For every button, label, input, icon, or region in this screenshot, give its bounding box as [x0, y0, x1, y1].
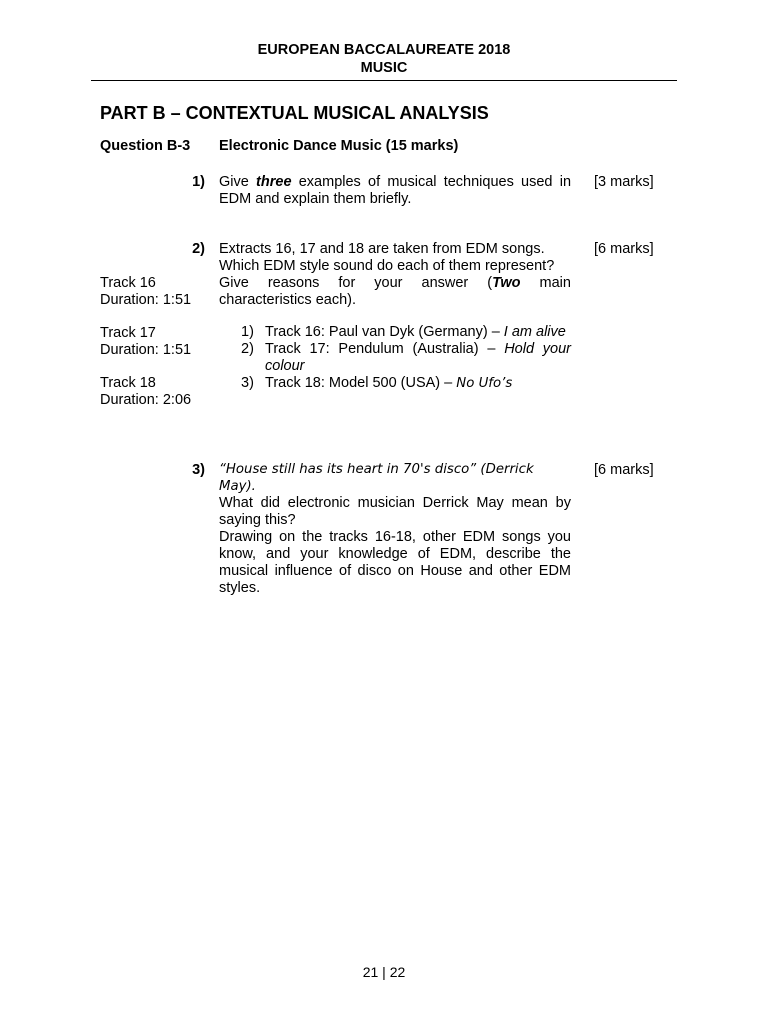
- list-item: 1) Track 16: Paul van Dyk (Germany) – I am alive: [241, 324, 566, 340]
- q2-answer-list: [219, 324, 571, 392]
- track-label: Track 16: [100, 275, 156, 291]
- q3-marks: [6 marks]: [594, 462, 654, 478]
- q3-quote: “House still has its heart in 70's disco” (Derrick May).: [219, 462, 534, 494]
- list-item: 2) Track 17: Pendulum (Australia) – Hold your colour: [241, 341, 571, 374]
- q3-text: What did electronic musician Derrick May mean by saying this? Drawing on the tracks 16-18, other EDM songs you know, and your knowledge of EDM, describe the musical influence of disco on House and other EDM styles.: [219, 495, 571, 596]
- q2-number: 2): [192, 241, 205, 257]
- list-item: 3) Track 18: Model 500 (USA) – No Ufo’s: [241, 375, 513, 391]
- track-label: Track 18: [100, 375, 156, 391]
- track-label: Track 17: [100, 325, 156, 341]
- document-header-subject: MUSIC: [360, 60, 408, 76]
- part-title: PART B – CONTEXTUAL MUSICAL ANALYSIS: [100, 103, 489, 123]
- document-header-title: EUROPEAN BACCALAUREATE 2018: [257, 42, 511, 58]
- track-17-info: [100, 325, 191, 359]
- track-16-info: [100, 275, 191, 309]
- page-number: 21 | 22: [362, 964, 406, 980]
- q2-text: Extracts 16, 17 and 18 are taken from EDM songs. Which EDM style sound do each of them represent? Give reasons for your answer (Two main characteristics each).: [219, 241, 571, 308]
- question-title: Electronic Dance Music (15 marks): [219, 138, 459, 154]
- header-divider: [91, 80, 677, 81]
- track-duration: Duration: 2:06: [100, 392, 192, 408]
- q3-number: 3): [192, 462, 205, 478]
- track-duration: Duration: 1:51: [100, 342, 192, 358]
- q1-text: Give three examples of musical techniques used in EDM and explain them briefly.: [219, 174, 572, 207]
- q2-text-line3: Give reasons for your answer (Two main: [219, 275, 571, 291]
- q1-number: 1): [192, 174, 205, 190]
- q2-marks: [6 marks]: [594, 241, 654, 257]
- track-18-info: [100, 375, 191, 409]
- question-label: Question B-3: [100, 138, 191, 154]
- track-duration: Duration: 1:51: [100, 292, 192, 308]
- q1-marks: [3 marks]: [594, 174, 654, 190]
